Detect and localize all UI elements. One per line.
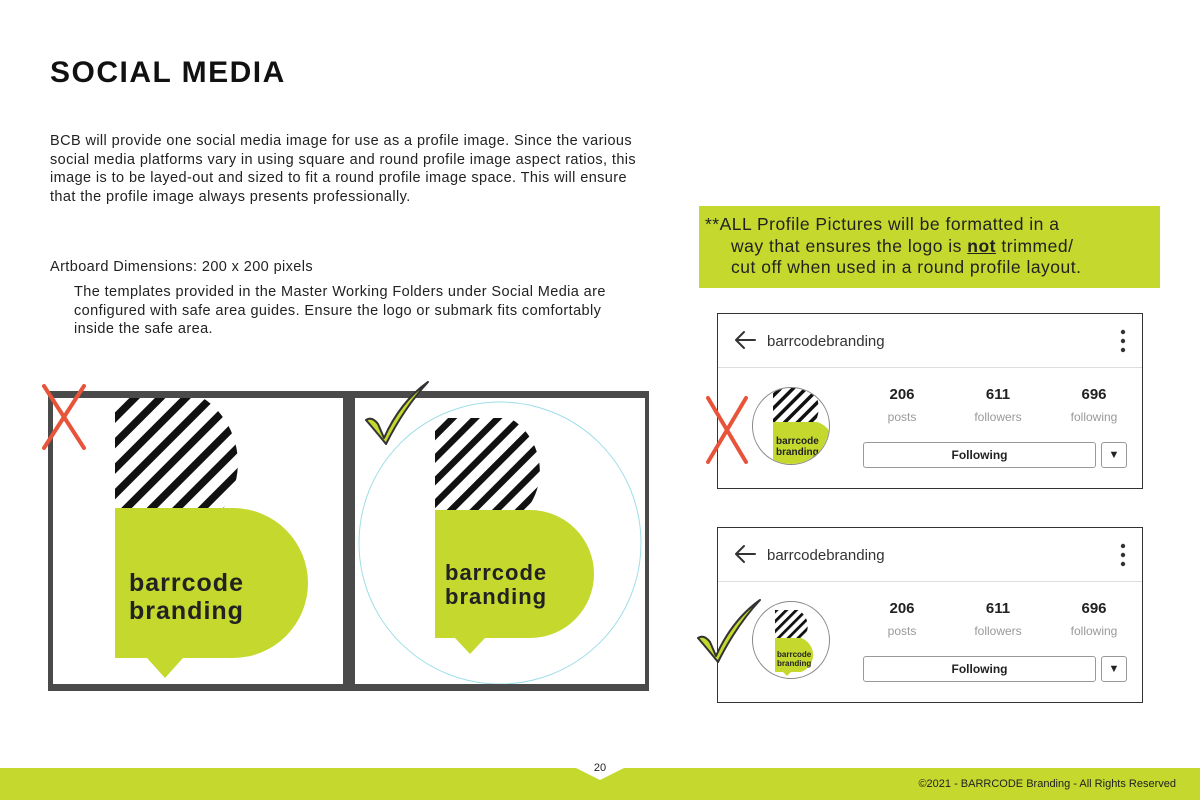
intro-paragraph: BCB will provide one social media image for use as a profile image. Since the various social media platforms vary in using square and round profile image aspect ratios, this image is to be layed-out and sized to fit a round profile image space. This will ensure that the profile image always presents professionally.	[50, 133, 637, 205]
profile-callout	[699, 206, 1160, 288]
logo-word-1: barrcode	[445, 560, 548, 585]
profile-header	[718, 314, 1142, 368]
callout-emphasis: not	[967, 235, 997, 256]
square-logo-panel	[53, 398, 343, 684]
logo-word-1: barrcode	[129, 569, 244, 597]
logo-word-2: branding	[445, 584, 548, 609]
following-button[interactable]: Following	[863, 656, 1096, 682]
logo-word-2: branding	[776, 447, 819, 458]
dropdown-triangle-icon[interactable]: ▼	[1101, 656, 1127, 682]
callout-line-2a: way that ensures the logo is	[731, 235, 968, 256]
callout-line-2b: trimmed/	[996, 235, 1074, 256]
posts-label: posts	[887, 410, 917, 424]
logo-word-1: barrcode	[776, 436, 819, 447]
profile-card-correct	[717, 527, 1143, 703]
logo-word-2: branding	[129, 597, 244, 625]
back-arrow-icon[interactable]	[734, 544, 756, 564]
following-stat[interactable]	[1054, 600, 1134, 638]
following-button[interactable]: Following	[863, 442, 1096, 468]
profile-card-incorrect	[717, 313, 1143, 489]
followers-count: 611	[985, 600, 1011, 617]
posts-stat[interactable]	[862, 386, 942, 424]
profile-handle: barrcodebranding	[767, 333, 885, 350]
posts-count: 206	[889, 386, 915, 403]
comparison-panels	[48, 391, 649, 691]
page-title: SOCIAL MEDIA	[50, 56, 286, 89]
followers-label: followers	[974, 410, 1022, 424]
profile-header	[718, 528, 1142, 582]
checkmark-icon	[360, 376, 434, 450]
logo-word-1: barrcode	[777, 650, 812, 659]
following-count: 696	[1081, 386, 1107, 403]
profile-handle: barrcodebranding	[767, 547, 885, 564]
back-arrow-icon[interactable]	[734, 330, 756, 350]
avatar	[752, 387, 830, 465]
following-label: following	[1070, 410, 1118, 424]
following-count: 696	[1081, 600, 1107, 617]
following-label: following	[1070, 624, 1118, 638]
copyright: ©2021 - BARRCODE Branding - All Rights Reserved	[918, 778, 1176, 790]
callout-line-3: cut off when used in a round profile layout.	[731, 257, 1082, 277]
templates-note: The templates provided in the Master Working Folders under Social Media are configured with safe area guides. Ensure the logo or submark fits comfortably inside the safe area.	[74, 284, 606, 337]
following-stat[interactable]	[1054, 386, 1134, 424]
callout-line-1: **ALL Profile Pictures will be formatted in a	[705, 214, 1060, 234]
more-vertical-icon[interactable]	[1120, 329, 1126, 353]
followers-stat[interactable]	[958, 600, 1038, 638]
checkmark-icon	[692, 594, 766, 668]
dropdown-triangle-icon[interactable]: ▼	[1101, 442, 1127, 468]
page-number: 20	[593, 762, 607, 774]
posts-count: 206	[889, 600, 915, 617]
followers-count: 611	[985, 386, 1011, 403]
barrcode-logo-large	[53, 398, 343, 684]
more-vertical-icon[interactable]	[1120, 543, 1126, 567]
x-mark-icon	[38, 382, 90, 452]
posts-label: posts	[887, 624, 917, 638]
artboard-dimensions: Artboard Dimensions: 200 x 200 pixels	[50, 259, 314, 275]
followers-stat[interactable]	[958, 386, 1038, 424]
logo-word-2: branding	[777, 659, 812, 668]
followers-label: followers	[974, 624, 1022, 638]
x-mark-icon	[702, 394, 752, 466]
cropped-logo	[753, 388, 829, 464]
posts-stat[interactable]	[862, 600, 942, 638]
